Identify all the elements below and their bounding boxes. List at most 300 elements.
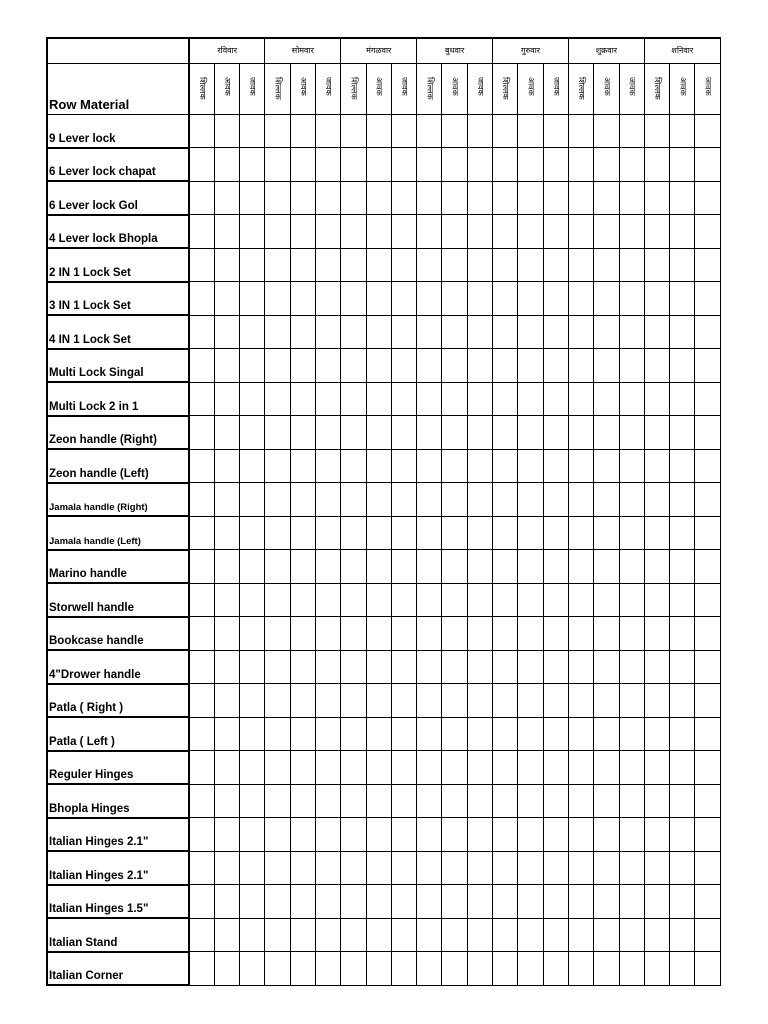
entry-cell[interactable] — [543, 483, 568, 517]
entry-cell[interactable] — [240, 650, 265, 684]
entry-cell[interactable] — [518, 784, 543, 818]
entry-cell[interactable] — [467, 617, 492, 651]
entry-cell[interactable] — [417, 148, 442, 182]
entry-cell[interactable] — [518, 583, 543, 617]
entry-cell[interactable] — [417, 751, 442, 785]
entry-cell[interactable] — [670, 583, 695, 617]
entry-cell[interactable] — [290, 550, 315, 584]
entry-cell[interactable] — [543, 148, 568, 182]
entry-cell[interactable] — [670, 550, 695, 584]
entry-cell[interactable] — [265, 851, 290, 885]
entry-cell[interactable] — [518, 918, 543, 952]
entry-cell[interactable] — [518, 717, 543, 751]
entry-cell[interactable] — [619, 650, 644, 684]
entry-cell[interactable] — [417, 784, 442, 818]
entry-cell[interactable] — [417, 349, 442, 383]
entry-cell[interactable] — [568, 617, 593, 651]
entry-cell[interactable] — [290, 617, 315, 651]
entry-cell[interactable] — [568, 349, 593, 383]
entry-cell[interactable] — [442, 550, 467, 584]
entry-cell[interactable] — [417, 516, 442, 550]
entry-cell[interactable] — [290, 684, 315, 718]
entry-cell[interactable] — [240, 114, 265, 148]
entry-cell[interactable] — [315, 416, 340, 450]
entry-cell[interactable] — [290, 751, 315, 785]
entry-cell[interactable] — [240, 449, 265, 483]
entry-cell[interactable] — [568, 818, 593, 852]
entry-cell[interactable] — [467, 282, 492, 316]
entry-cell[interactable] — [644, 818, 669, 852]
entry-cell[interactable] — [644, 851, 669, 885]
entry-cell[interactable] — [265, 282, 290, 316]
entry-cell[interactable] — [417, 885, 442, 919]
entry-cell[interactable] — [670, 952, 695, 986]
entry-cell[interactable] — [189, 550, 214, 584]
entry-cell[interactable] — [543, 248, 568, 282]
entry-cell[interactable] — [189, 851, 214, 885]
entry-cell[interactable] — [214, 751, 239, 785]
entry-cell[interactable] — [290, 181, 315, 215]
entry-cell[interactable] — [695, 114, 720, 148]
entry-cell[interactable] — [493, 114, 518, 148]
entry-cell[interactable] — [644, 181, 669, 215]
entry-cell[interactable] — [341, 315, 366, 349]
entry-cell[interactable] — [568, 282, 593, 316]
entry-cell[interactable] — [518, 751, 543, 785]
entry-cell[interactable] — [695, 516, 720, 550]
entry-cell[interactable] — [568, 583, 593, 617]
entry-cell[interactable] — [442, 349, 467, 383]
entry-cell[interactable] — [442, 684, 467, 718]
entry-cell[interactable] — [594, 315, 619, 349]
entry-cell[interactable] — [594, 248, 619, 282]
entry-cell[interactable] — [315, 114, 340, 148]
entry-cell[interactable] — [214, 918, 239, 952]
entry-cell[interactable] — [695, 885, 720, 919]
entry-cell[interactable] — [214, 148, 239, 182]
entry-cell[interactable] — [695, 684, 720, 718]
entry-cell[interactable] — [290, 818, 315, 852]
entry-cell[interactable] — [417, 851, 442, 885]
entry-cell[interactable] — [315, 181, 340, 215]
entry-cell[interactable] — [265, 449, 290, 483]
entry-cell[interactable] — [341, 550, 366, 584]
entry-cell[interactable] — [189, 516, 214, 550]
entry-cell[interactable] — [341, 784, 366, 818]
entry-cell[interactable] — [240, 416, 265, 450]
entry-cell[interactable] — [341, 918, 366, 952]
entry-cell[interactable] — [366, 918, 391, 952]
entry-cell[interactable] — [189, 717, 214, 751]
entry-cell[interactable] — [619, 918, 644, 952]
entry-cell[interactable] — [366, 851, 391, 885]
entry-cell[interactable] — [214, 617, 239, 651]
entry-cell[interactable] — [670, 114, 695, 148]
entry-cell[interactable] — [189, 583, 214, 617]
entry-cell[interactable] — [265, 918, 290, 952]
entry-cell[interactable] — [518, 449, 543, 483]
entry-cell[interactable] — [518, 684, 543, 718]
entry-cell[interactable] — [695, 449, 720, 483]
entry-cell[interactable] — [568, 918, 593, 952]
entry-cell[interactable] — [341, 114, 366, 148]
entry-cell[interactable] — [467, 583, 492, 617]
entry-cell[interactable] — [695, 416, 720, 450]
entry-cell[interactable] — [670, 349, 695, 383]
entry-cell[interactable] — [265, 684, 290, 718]
entry-cell[interactable] — [467, 449, 492, 483]
entry-cell[interactable] — [214, 483, 239, 517]
entry-cell[interactable] — [366, 483, 391, 517]
entry-cell[interactable] — [670, 684, 695, 718]
entry-cell[interactable] — [543, 918, 568, 952]
entry-cell[interactable] — [594, 684, 619, 718]
entry-cell[interactable] — [467, 952, 492, 986]
entry-cell[interactable] — [644, 885, 669, 919]
entry-cell[interactable] — [417, 483, 442, 517]
entry-cell[interactable] — [467, 918, 492, 952]
entry-cell[interactable] — [518, 181, 543, 215]
entry-cell[interactable] — [214, 248, 239, 282]
entry-cell[interactable] — [695, 315, 720, 349]
entry-cell[interactable] — [467, 717, 492, 751]
entry-cell[interactable] — [341, 449, 366, 483]
entry-cell[interactable] — [543, 550, 568, 584]
entry-cell[interactable] — [543, 952, 568, 986]
entry-cell[interactable] — [467, 215, 492, 249]
entry-cell[interactable] — [644, 148, 669, 182]
entry-cell[interactable] — [543, 885, 568, 919]
entry-cell[interactable] — [670, 215, 695, 249]
entry-cell[interactable] — [214, 416, 239, 450]
entry-cell[interactable] — [265, 349, 290, 383]
entry-cell[interactable] — [189, 114, 214, 148]
entry-cell[interactable] — [290, 349, 315, 383]
entry-cell[interactable] — [493, 851, 518, 885]
entry-cell[interactable] — [518, 315, 543, 349]
entry-cell[interactable] — [644, 684, 669, 718]
entry-cell[interactable] — [240, 248, 265, 282]
entry-cell[interactable] — [265, 617, 290, 651]
entry-cell[interactable] — [265, 148, 290, 182]
entry-cell[interactable] — [417, 416, 442, 450]
entry-cell[interactable] — [391, 784, 416, 818]
entry-cell[interactable] — [619, 583, 644, 617]
entry-cell[interactable] — [214, 784, 239, 818]
entry-cell[interactable] — [695, 952, 720, 986]
entry-cell[interactable] — [189, 449, 214, 483]
entry-cell[interactable] — [644, 349, 669, 383]
entry-cell[interactable] — [214, 885, 239, 919]
entry-cell[interactable] — [594, 282, 619, 316]
entry-cell[interactable] — [467, 516, 492, 550]
entry-cell[interactable] — [189, 918, 214, 952]
entry-cell[interactable] — [670, 382, 695, 416]
entry-cell[interactable] — [568, 215, 593, 249]
entry-cell[interactable] — [189, 784, 214, 818]
entry-cell[interactable] — [290, 583, 315, 617]
entry-cell[interactable] — [695, 717, 720, 751]
entry-cell[interactable] — [442, 181, 467, 215]
entry-cell[interactable] — [290, 449, 315, 483]
entry-cell[interactable] — [493, 583, 518, 617]
entry-cell[interactable] — [315, 516, 340, 550]
entry-cell[interactable] — [442, 617, 467, 651]
entry-cell[interactable] — [341, 516, 366, 550]
entry-cell[interactable] — [341, 248, 366, 282]
entry-cell[interactable] — [670, 818, 695, 852]
entry-cell[interactable] — [442, 315, 467, 349]
entry-cell[interactable] — [442, 818, 467, 852]
entry-cell[interactable] — [594, 617, 619, 651]
entry-cell[interactable] — [366, 751, 391, 785]
entry-cell[interactable] — [417, 918, 442, 952]
entry-cell[interactable] — [315, 315, 340, 349]
entry-cell[interactable] — [290, 248, 315, 282]
entry-cell[interactable] — [214, 818, 239, 852]
entry-cell[interactable] — [315, 382, 340, 416]
entry-cell[interactable] — [290, 851, 315, 885]
entry-cell[interactable] — [315, 583, 340, 617]
entry-cell[interactable] — [341, 885, 366, 919]
entry-cell[interactable] — [670, 148, 695, 182]
entry-cell[interactable] — [341, 818, 366, 852]
entry-cell[interactable] — [594, 851, 619, 885]
entry-cell[interactable] — [214, 516, 239, 550]
entry-cell[interactable] — [543, 416, 568, 450]
entry-cell[interactable] — [265, 751, 290, 785]
entry-cell[interactable] — [315, 818, 340, 852]
entry-cell[interactable] — [391, 550, 416, 584]
entry-cell[interactable] — [670, 248, 695, 282]
entry-cell[interactable] — [493, 382, 518, 416]
entry-cell[interactable] — [644, 617, 669, 651]
entry-cell[interactable] — [265, 416, 290, 450]
entry-cell[interactable] — [240, 717, 265, 751]
entry-cell[interactable] — [695, 550, 720, 584]
entry-cell[interactable] — [214, 583, 239, 617]
entry-cell[interactable] — [240, 181, 265, 215]
entry-cell[interactable] — [214, 349, 239, 383]
entry-cell[interactable] — [644, 483, 669, 517]
entry-cell[interactable] — [695, 818, 720, 852]
entry-cell[interactable] — [568, 751, 593, 785]
entry-cell[interactable] — [290, 114, 315, 148]
entry-cell[interactable] — [240, 215, 265, 249]
entry-cell[interactable] — [594, 952, 619, 986]
entry-cell[interactable] — [265, 315, 290, 349]
entry-cell[interactable] — [290, 650, 315, 684]
entry-cell[interactable] — [315, 148, 340, 182]
entry-cell[interactable] — [467, 550, 492, 584]
entry-cell[interactable] — [670, 282, 695, 316]
entry-cell[interactable] — [568, 181, 593, 215]
entry-cell[interactable] — [240, 784, 265, 818]
entry-cell[interactable] — [670, 449, 695, 483]
entry-cell[interactable] — [315, 784, 340, 818]
entry-cell[interactable] — [315, 885, 340, 919]
entry-cell[interactable] — [568, 382, 593, 416]
entry-cell[interactable] — [493, 483, 518, 517]
entry-cell[interactable] — [366, 349, 391, 383]
entry-cell[interactable] — [619, 818, 644, 852]
entry-cell[interactable] — [417, 449, 442, 483]
entry-cell[interactable] — [619, 516, 644, 550]
entry-cell[interactable] — [265, 550, 290, 584]
entry-cell[interactable] — [189, 617, 214, 651]
entry-cell[interactable] — [619, 148, 644, 182]
entry-cell[interactable] — [518, 952, 543, 986]
entry-cell[interactable] — [265, 382, 290, 416]
entry-cell[interactable] — [417, 315, 442, 349]
entry-cell[interactable] — [417, 114, 442, 148]
entry-cell[interactable] — [442, 583, 467, 617]
entry-cell[interactable] — [619, 248, 644, 282]
entry-cell[interactable] — [619, 851, 644, 885]
entry-cell[interactable] — [214, 851, 239, 885]
entry-cell[interactable] — [695, 382, 720, 416]
entry-cell[interactable] — [568, 784, 593, 818]
entry-cell[interactable] — [315, 483, 340, 517]
entry-cell[interactable] — [493, 215, 518, 249]
entry-cell[interactable] — [518, 349, 543, 383]
entry-cell[interactable] — [619, 349, 644, 383]
entry-cell[interactable] — [670, 918, 695, 952]
entry-cell[interactable] — [670, 851, 695, 885]
entry-cell[interactable] — [568, 315, 593, 349]
entry-cell[interactable] — [442, 918, 467, 952]
entry-cell[interactable] — [543, 449, 568, 483]
entry-cell[interactable] — [240, 617, 265, 651]
entry-cell[interactable] — [391, 684, 416, 718]
entry-cell[interactable] — [594, 583, 619, 617]
entry-cell[interactable] — [265, 784, 290, 818]
entry-cell[interactable] — [493, 550, 518, 584]
entry-cell[interactable] — [240, 918, 265, 952]
entry-cell[interactable] — [543, 114, 568, 148]
entry-cell[interactable] — [670, 315, 695, 349]
entry-cell[interactable] — [366, 583, 391, 617]
entry-cell[interactable] — [467, 818, 492, 852]
entry-cell[interactable] — [594, 818, 619, 852]
entry-cell[interactable] — [619, 282, 644, 316]
entry-cell[interactable] — [240, 483, 265, 517]
entry-cell[interactable] — [619, 181, 644, 215]
entry-cell[interactable] — [467, 349, 492, 383]
entry-cell[interactable] — [290, 918, 315, 952]
entry-cell[interactable] — [341, 617, 366, 651]
entry-cell[interactable] — [619, 684, 644, 718]
entry-cell[interactable] — [594, 449, 619, 483]
entry-cell[interactable] — [442, 148, 467, 182]
entry-cell[interactable] — [417, 583, 442, 617]
entry-cell[interactable] — [518, 617, 543, 651]
entry-cell[interactable] — [290, 416, 315, 450]
entry-cell[interactable] — [366, 148, 391, 182]
entry-cell[interactable] — [214, 315, 239, 349]
entry-cell[interactable] — [391, 516, 416, 550]
entry-cell[interactable] — [518, 215, 543, 249]
entry-cell[interactable] — [189, 315, 214, 349]
entry-cell[interactable] — [366, 550, 391, 584]
entry-cell[interactable] — [391, 717, 416, 751]
entry-cell[interactable] — [644, 952, 669, 986]
entry-cell[interactable] — [442, 952, 467, 986]
entry-cell[interactable] — [417, 617, 442, 651]
entry-cell[interactable] — [543, 684, 568, 718]
entry-cell[interactable] — [214, 114, 239, 148]
entry-cell[interactable] — [265, 483, 290, 517]
entry-cell[interactable] — [695, 617, 720, 651]
entry-cell[interactable] — [189, 349, 214, 383]
entry-cell[interactable] — [442, 382, 467, 416]
entry-cell[interactable] — [341, 181, 366, 215]
entry-cell[interactable] — [442, 751, 467, 785]
entry-cell[interactable] — [695, 215, 720, 249]
entry-cell[interactable] — [341, 416, 366, 450]
entry-cell[interactable] — [594, 550, 619, 584]
entry-cell[interactable] — [695, 851, 720, 885]
entry-cell[interactable] — [644, 382, 669, 416]
entry-cell[interactable] — [391, 215, 416, 249]
entry-cell[interactable] — [341, 751, 366, 785]
entry-cell[interactable] — [391, 851, 416, 885]
entry-cell[interactable] — [543, 215, 568, 249]
entry-cell[interactable] — [315, 751, 340, 785]
entry-cell[interactable] — [366, 215, 391, 249]
entry-cell[interactable] — [594, 215, 619, 249]
entry-cell[interactable] — [493, 751, 518, 785]
entry-cell[interactable] — [543, 181, 568, 215]
entry-cell[interactable] — [189, 248, 214, 282]
entry-cell[interactable] — [290, 784, 315, 818]
entry-cell[interactable] — [518, 483, 543, 517]
entry-cell[interactable] — [391, 918, 416, 952]
entry-cell[interactable] — [417, 248, 442, 282]
entry-cell[interactable] — [467, 684, 492, 718]
entry-cell[interactable] — [265, 818, 290, 852]
entry-cell[interactable] — [493, 449, 518, 483]
entry-cell[interactable] — [568, 851, 593, 885]
entry-cell[interactable] — [543, 349, 568, 383]
entry-cell[interactable] — [467, 382, 492, 416]
entry-cell[interactable] — [391, 181, 416, 215]
entry-cell[interactable] — [518, 282, 543, 316]
entry-cell[interactable] — [467, 114, 492, 148]
entry-cell[interactable] — [670, 483, 695, 517]
entry-cell[interactable] — [695, 248, 720, 282]
entry-cell[interactable] — [341, 349, 366, 383]
entry-cell[interactable] — [543, 784, 568, 818]
entry-cell[interactable] — [366, 382, 391, 416]
entry-cell[interactable] — [391, 751, 416, 785]
entry-cell[interactable] — [265, 181, 290, 215]
entry-cell[interactable] — [240, 818, 265, 852]
entry-cell[interactable] — [543, 650, 568, 684]
entry-cell[interactable] — [619, 717, 644, 751]
entry-cell[interactable] — [417, 382, 442, 416]
entry-cell[interactable] — [442, 114, 467, 148]
entry-cell[interactable] — [189, 382, 214, 416]
entry-cell[interactable] — [568, 449, 593, 483]
entry-cell[interactable] — [467, 885, 492, 919]
entry-cell[interactable] — [695, 918, 720, 952]
entry-cell[interactable] — [366, 516, 391, 550]
entry-cell[interactable] — [366, 181, 391, 215]
entry-cell[interactable] — [315, 282, 340, 316]
entry-cell[interactable] — [290, 382, 315, 416]
entry-cell[interactable] — [695, 181, 720, 215]
